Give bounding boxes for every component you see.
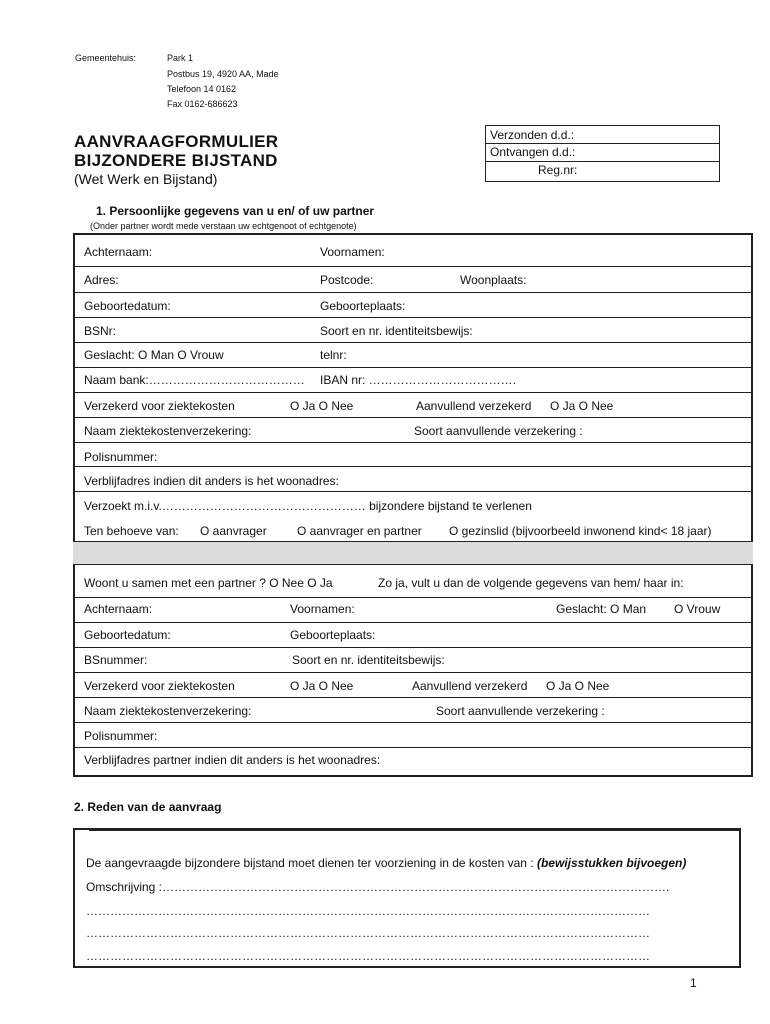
address-line-4: Fax 0162-686623: [167, 99, 238, 109]
zo-ja-instruction: Zo ja, vult u dan de volgende gegevens van hem/ haar in:: [378, 576, 684, 590]
aanvullend-label: Aanvullend verzekerd: [416, 399, 532, 413]
partner-zkv-label: Naam ziektekostenverzekering:: [84, 704, 252, 718]
verzekerd-label: Verzekerd voor ziektekosten: [84, 399, 235, 413]
achternaam-label: Achternaam:: [84, 245, 153, 259]
section-separator: [73, 541, 753, 565]
soort-aanvullend-label: Soort aanvullende verzekering :: [414, 424, 583, 438]
section1-note: (Onder partner wordt mede verstaan uw echtgenoot of echtgenote): [90, 221, 357, 231]
zkv-label: Naam ziektekostenverzekering:: [84, 424, 252, 438]
form-title: AANVRAAGFORMULIER: [74, 132, 279, 151]
admin-box: [485, 125, 720, 182]
option-aanvrager-partner[interactable]: O aanvrager en partner: [297, 524, 422, 538]
form-subtitle: (Wet Werk en Bijstand): [74, 171, 218, 187]
bank-label: Naam bank:…………………………………: [84, 373, 305, 387]
verzoekt-label: Verzoekt m.i.v.…………………………………………… bijzondere bijstand te verlenen: [84, 499, 532, 513]
postcode-label: Postcode:: [320, 273, 374, 287]
section2-heading: 2. Reden van de aanvraag: [74, 800, 222, 814]
bsnr-label: BSNr:: [84, 324, 117, 338]
option-gezinslid[interactable]: O gezinslid (bijvoorbeeld inwonend kind< 18 jaar): [449, 524, 712, 538]
partner-geboortedatum-label: Geboortedatum:: [84, 628, 171, 642]
geslacht-options[interactable]: Geslacht: O Man O Vrouw: [84, 348, 224, 362]
partner-id-type-label: Soort en nr. identiteitsbewijs:: [292, 653, 445, 667]
header-label: Gemeentehuis:: [75, 53, 137, 63]
polisnummer-label: Polisnummer:: [84, 450, 158, 464]
partner-geslacht-vrouw[interactable]: O Vrouw: [674, 602, 721, 616]
partner-aanvullend-label: Aanvullend verzekerd: [412, 679, 528, 693]
option-aanvrager[interactable]: O aanvrager: [200, 524, 267, 538]
omschrijving-line-1[interactable]: ……………………………………………………………………………………………………………………………: [86, 904, 650, 918]
id-type-label: Soort en nr. identiteitsbewijs:: [320, 324, 473, 338]
adres-label: Adres:: [84, 273, 119, 287]
reason-intro-emphasis: (bewijsstukken bijvoegen): [536, 856, 687, 870]
voornamen-label: Voornamen:: [320, 245, 385, 259]
omschrijving-line-3[interactable]: ……………………………………………………………………………………………………………………………: [86, 949, 650, 963]
partner-aanvullend-options[interactable]: O Ja O Nee: [546, 679, 610, 693]
telnr-label: telnr:: [320, 348, 347, 362]
reason-intro: [86, 856, 686, 870]
samenwonen-question[interactable]: Woont u samen met een partner ? O Nee O Ja: [84, 576, 333, 590]
reason-intro-text: De aangevraagde bijzondere bijstand moet dienen ter voorziening in de kosten van :: [86, 856, 534, 870]
partner-verblijfadres-label: Verblijfadres partner indien dit anders is het woonadres:: [84, 753, 381, 767]
sent-date-label: Verzonden d.d.:: [490, 128, 575, 142]
partner-soort-aanvullend-label: Soort aanvullende verzekering :: [436, 704, 605, 718]
partner-geslacht-man[interactable]: Geslacht: O Man: [556, 602, 647, 616]
ten-behoeve-label: Ten behoeve van:: [84, 524, 179, 538]
received-date-label: Ontvangen d.d.:: [490, 145, 576, 159]
partner-geboorteplaats-label: Geboorteplaats:: [290, 628, 376, 642]
partner-polisnummer-label: Polisnummer:: [84, 729, 158, 743]
geboortedatum-label: Geboortedatum:: [84, 299, 171, 313]
woonplaats-label: Woonplaats:: [460, 273, 527, 287]
omschrijving-field[interactable]: Omschrijving :……………………………………………………………………………………………………………….: [86, 880, 670, 894]
geboorteplaats-label: Geboorteplaats:: [320, 299, 406, 313]
omschrijving-line-2[interactable]: ……………………………………………………………………………………………………………………………: [86, 926, 650, 940]
reason-box: [73, 828, 741, 968]
aanvullend-options[interactable]: O Ja O Nee: [550, 399, 614, 413]
partner-verzekerd-label: Verzekerd voor ziektekosten: [84, 679, 235, 693]
address-line-2: Postbus 19, 4920 AA, Made: [167, 69, 279, 79]
partner-verzekerd-options[interactable]: O Ja O Nee: [290, 679, 354, 693]
address-line-3: Telefoon 14 0162: [167, 84, 237, 94]
page-number: 1: [690, 976, 697, 990]
address-line-1: Park 1: [167, 53, 194, 63]
verzekerd-options[interactable]: O Ja O Nee: [290, 399, 354, 413]
verblijfadres-label: Verblijfadres indien dit anders is het woonadres:: [84, 474, 339, 488]
section1-heading: 1. Persoonlijke gegevens van u en/ of uw partner: [96, 204, 375, 218]
partner-bsnummer-label: BSnummer:: [84, 653, 148, 667]
iban-label: IBAN nr: ……………………………….: [320, 373, 517, 387]
partner-voornamen-label: Voornamen:: [290, 602, 355, 616]
partner-achternaam-label: Achternaam:: [84, 602, 153, 616]
form-title-2: BIJZONDERE BIJSTAND: [74, 151, 278, 170]
reg-nr-label: Reg.nr:: [538, 163, 578, 177]
